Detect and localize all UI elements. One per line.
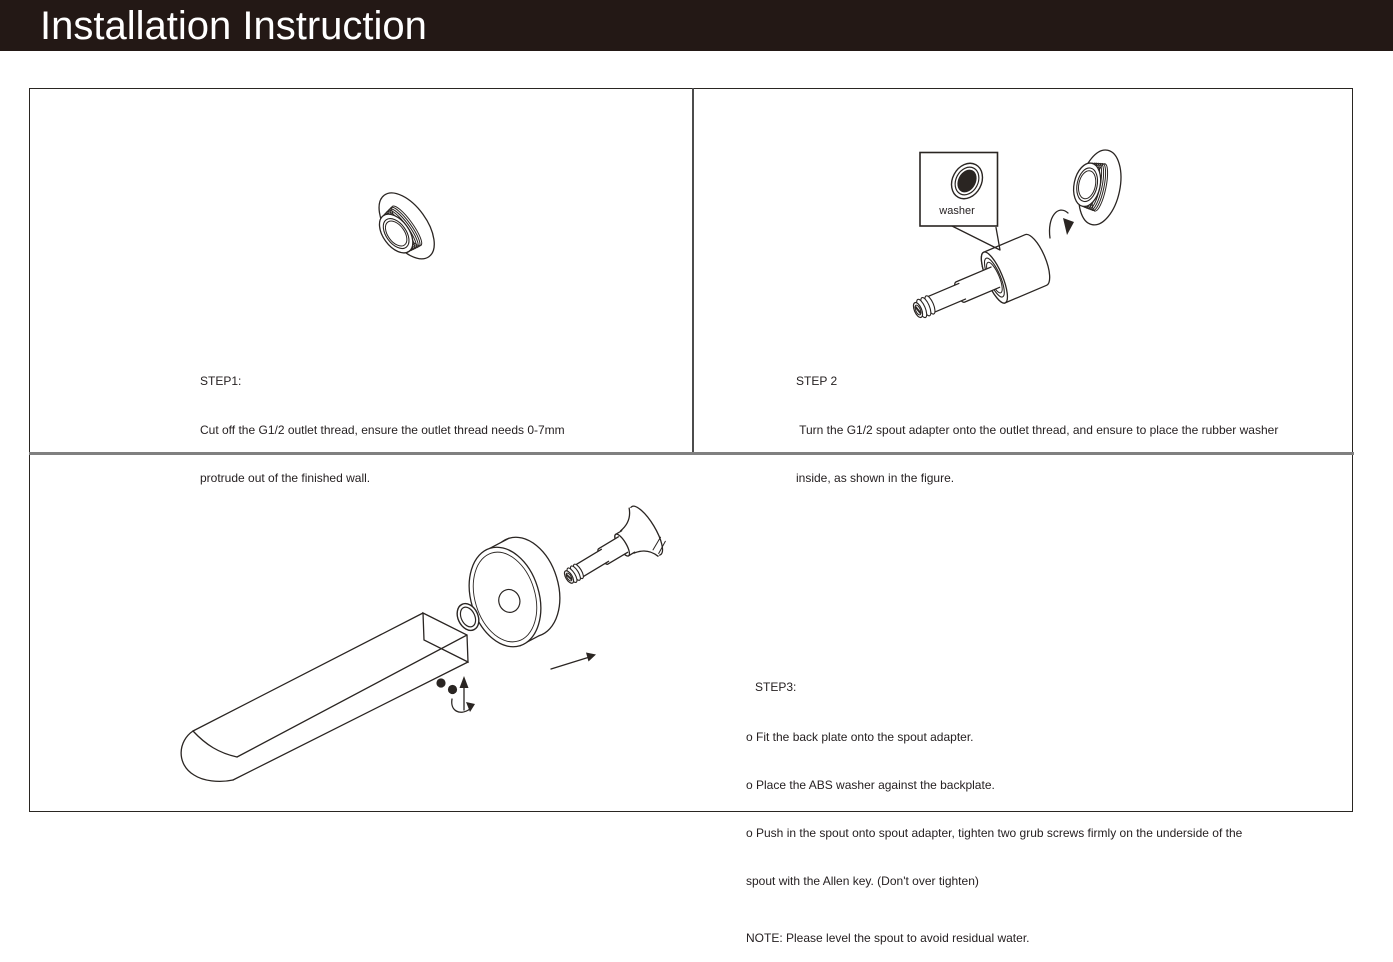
step1-caption — [200, 341, 565, 502]
step3-bullet-3-cont: spout with the Allen key. (Don't over tighten) — [746, 874, 979, 888]
step2-text-line1: Turn the G1/2 spout adapter onto the outlet thread, and ensure to place the rubber washer — [796, 423, 1279, 437]
step3-bullet-1: o Fit the back plate onto the spout adapter. — [746, 730, 974, 744]
adapter-on-wall-illustration — [552, 501, 670, 603]
step1-text-line2: protrude out of the finished wall. — [200, 471, 371, 485]
panel-divider-vertical — [692, 88, 694, 454]
step3-label: STEP3: — [755, 680, 797, 694]
step1-label: STEP1: — [200, 374, 242, 388]
back-plate-illustration — [458, 528, 572, 655]
step3-caption — [746, 647, 1242, 962]
page-title: Installation Instruction — [40, 4, 427, 48]
grub-screws — [436, 678, 457, 694]
washer-callout-label: washer — [939, 205, 975, 217]
step1-outlet-thread-drawing — [330, 150, 530, 320]
assembly-direction-arrow — [551, 653, 596, 670]
step3-bullet-3: o Push in the spout onto spout adapter, tighten two grub screws firmly on the underside of the — [746, 826, 1243, 840]
wall-outlet-thread-illustration — [1067, 145, 1128, 229]
title-bar — [0, 0, 1393, 51]
step2-caption — [796, 341, 1278, 502]
rotation-arrow — [1049, 210, 1074, 238]
step3-exploded-drawing — [170, 480, 700, 795]
spout-adapter-illustration — [904, 231, 1055, 335]
step3-bullet-2: o Place the ABS washer against the backplate. — [746, 778, 995, 792]
step3-note: NOTE: Please level the spout to avoid residual water. — [746, 931, 1030, 945]
spout-bar-illustration — [181, 613, 468, 781]
step2-assembly-drawing — [895, 140, 1160, 335]
outlet-thread-illustration — [363, 183, 445, 272]
tighten-arrows — [452, 676, 475, 712]
step2-label: STEP 2 — [796, 374, 838, 388]
step2-text-line2: inside, as shown in the figure. — [796, 471, 955, 485]
step1-text-line1: Cut off the G1/2 outlet thread, ensure the outlet thread needs 0-7mm — [200, 423, 565, 437]
washer-callout-leader — [952, 226, 1000, 250]
